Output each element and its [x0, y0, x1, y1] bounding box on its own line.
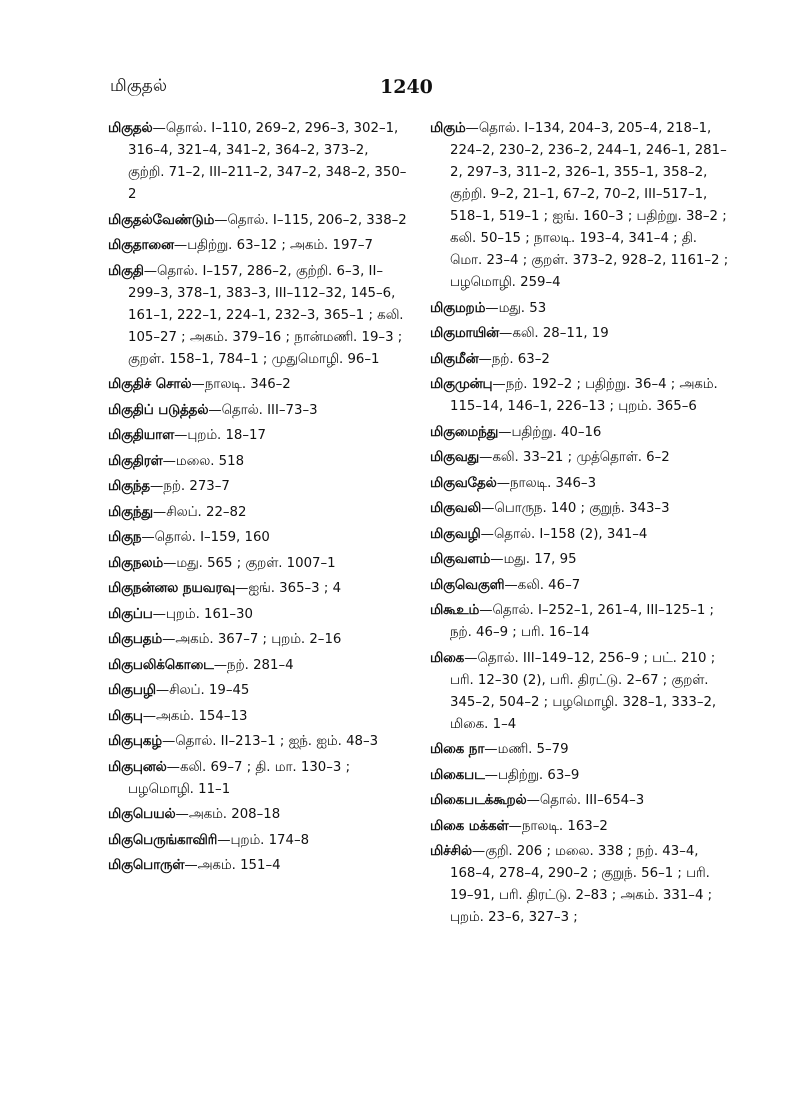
entry-references: —மணி. 5–79	[484, 742, 569, 757]
index-entry	[108, 425, 408, 447]
entry-references: —பொருந. 140 ; குறுந். 343–3	[481, 501, 670, 516]
index-entry	[430, 841, 730, 929]
index-entry	[108, 604, 408, 626]
entry-references: —நற். 63–2	[478, 351, 550, 367]
entry-references: —ஐங். 365–3 ; 4	[235, 581, 342, 596]
index-entry	[430, 349, 730, 371]
entry-references: —சிலப். 19–45	[155, 683, 250, 698]
index-entry	[430, 473, 730, 495]
entry-headword: மிகுபலிக்கொடை	[108, 657, 214, 673]
entry-headword: மிகுதல்வேண்டும்	[108, 212, 215, 228]
index-entry	[108, 210, 408, 232]
entry-references: —தொல். III–654–3	[526, 793, 645, 808]
entry-headword: மிகுதியாள	[108, 428, 175, 443]
index-entry	[108, 706, 408, 728]
index-entry	[430, 498, 730, 520]
entry-references: —புறம். 174–8	[217, 832, 310, 848]
index-entry	[430, 549, 730, 571]
right-column	[430, 118, 730, 933]
entry-references: —புறம். 18–17	[174, 428, 266, 443]
entry-references: —அகம். 154–13	[142, 708, 248, 724]
index-entry	[430, 447, 730, 469]
index-entry	[430, 816, 730, 838]
index-entry	[108, 527, 408, 549]
entry-references: —கலி. 28–11, 19	[499, 326, 609, 341]
index-entry	[108, 830, 408, 852]
entry-references: —தொல். I–252–1, 261–4, III–125–1 ; நற். 46–9 ; பரி. 16–14	[450, 603, 715, 640]
entry-references: —கலி. 33–21 ; முத்தொள். 6–2	[479, 450, 670, 465]
entry-headword: மிகுவதேல்	[430, 475, 497, 491]
entry-headword: மிகுவளம்	[430, 552, 491, 567]
index-entry	[108, 261, 408, 371]
entry-references: —அகம். 367–7 ; புறம். 2–16	[162, 632, 342, 647]
entry-references: —தொல். I–158 (2), 341–4	[480, 526, 648, 542]
entry-headword: மிகுந்து	[108, 504, 153, 520]
index-entry	[430, 298, 730, 320]
entry-references: —புறம். 161–30	[152, 606, 253, 622]
entry-headword: மிகுமைந்து	[430, 424, 499, 440]
index-entry	[430, 600, 730, 644]
entry-headword: மிகுநன்னல நயவரவு	[108, 581, 236, 596]
entry-headword: மிகுமீன்	[430, 351, 479, 367]
entry-headword: மிகுந்த	[108, 479, 151, 494]
entry-references: —கலி. 46–7	[504, 577, 581, 593]
entry-headword: மிகைபட	[430, 767, 485, 783]
entry-headword: மிகுவழி	[430, 526, 481, 542]
entry-references: —தொல். III–73–3	[208, 402, 318, 418]
entry-headword: மிகுதிரள்	[108, 453, 163, 469]
entry-headword: மிகுதானை	[108, 238, 174, 253]
entry-headword: மிகுவெகுளி	[430, 577, 505, 593]
entry-headword: மிகுவது	[430, 450, 480, 465]
entry-references: —கலி. 69–7 ; தி. மா. 130–3 ; பழமொழி. 11–1	[128, 759, 351, 797]
entry-headword: மிச்சில்	[430, 844, 472, 859]
index-entry	[108, 400, 408, 422]
entry-references: —தொல். I–115, 206–2, 338–2	[214, 212, 407, 228]
index-entry	[108, 804, 408, 826]
entry-references: —தொல். I–157, 286–2, குற்றி. 6–3, II–299–3, 378–1, 383–3, III–112–32, 145–6, 161–1, 222–1, 224–1, 232–3, 365–1 ; கலி. 105–27 ; அகம். 379–16 ; நான்மணி. 19–3 ; குறள். 158–1, 784–1 ; முதுமொழி. 96–1	[128, 263, 404, 367]
entry-references: —அகம். 151–4	[184, 858, 281, 873]
index-entry	[430, 739, 730, 761]
index-entry	[430, 790, 730, 812]
index-entry	[108, 757, 408, 801]
entry-headword: மிகை மக்கள்	[430, 818, 509, 834]
index-entry	[108, 502, 408, 524]
entry-headword: மிகுபு	[108, 708, 143, 724]
index-entry	[430, 765, 730, 787]
entry-references: —தொல். III–149–12, 256–9 ; பட். 210 ; பரி. 12–30 (2), பரி. திரட்டு. 2–67 ; குறள். 345–2, 504–2 ; பழமொழி. 328–1, 333–2, மிகை. 1–4	[450, 650, 717, 732]
index-entry	[430, 575, 730, 597]
index-entry	[108, 451, 408, 473]
index-entry	[108, 680, 408, 702]
page-number: 1240	[380, 76, 433, 98]
entry-headword: மிகுப்ப	[108, 606, 153, 622]
entry-headword: மிகுபெயல்	[108, 807, 176, 822]
entry-headword: மிகுமுன்பு	[430, 377, 493, 392]
entry-references: —நற். 273–7	[150, 479, 230, 494]
entry-headword: மிகுவலி	[430, 501, 482, 516]
entry-references: —நற். 281–4	[213, 657, 294, 673]
entry-references: —நற். 192–2 ; பதிற்று. 36–4 ; அகம். 115–14, 146–1, 226–13 ; புறம். 365–6	[450, 377, 718, 414]
entry-headword: மிகுமாயின்	[430, 326, 500, 341]
entry-references: —அகம். 208–18	[175, 807, 281, 822]
entry-references: —குறி. 206 ; மலை. 338 ; நற். 43–4, 168–4, 278–4, 290–2 ; குறுந். 56–1 ; பரி. 19–91, பரி. திரட்டு. 2–83 ; அகம். 331–4 ; புறம். 23–6, 327–3 ;	[450, 844, 713, 925]
entry-headword: மிகை நா	[430, 742, 485, 757]
index-entry	[108, 118, 408, 206]
entry-headword: மிகும்	[430, 121, 466, 136]
entry-references: —மது. 53	[485, 300, 547, 316]
entry-references: —மலை. 518	[162, 453, 245, 469]
entry-references: —மது. 17, 95	[490, 552, 577, 567]
index-entry	[108, 235, 408, 257]
index-entry	[108, 553, 408, 575]
index-entry	[108, 374, 408, 396]
entry-references: —தொல். II–213–1 ; ஐந். ஐம். 48–3	[161, 734, 379, 749]
index-entry	[430, 118, 730, 294]
left-column	[108, 118, 408, 881]
entry-headword: மிகுமறம்	[430, 300, 486, 316]
entry-headword: மிகுந	[108, 530, 142, 545]
entry-headword: மிகுபெருங்காவிரி	[108, 832, 218, 848]
entry-references: —சிலப். 22–82	[152, 504, 247, 520]
index-entry	[108, 476, 408, 498]
entry-headword: மிகுபுனல்	[108, 759, 167, 775]
entry-references: —நாலடி. 346–3	[496, 475, 597, 491]
entry-headword: மிகைபடக்கூறல்	[430, 793, 527, 808]
index-entry	[108, 855, 408, 877]
entry-references: —பதிற்று. 63–12 ; அகம். 197–7	[173, 238, 373, 253]
entry-headword: மிகுதிச் சொல்	[108, 377, 192, 392]
running-head: மிகுதல்	[110, 76, 167, 96]
entry-references: —தொல். I–110, 269–2, 296–3, 302–1, 316–4, 321–4, 341–2, 364–2, 373–2, குற்றி. 71–2, III–211–2, 347–2, 348–2, 350–2	[128, 121, 407, 202]
entry-references: —பதிற்று. 40–16	[498, 424, 602, 440]
index-entry	[108, 578, 408, 600]
index-entry	[108, 655, 408, 677]
entry-headword: மிகுபொருள்	[108, 858, 185, 873]
entry-headword: மிகுதிப் படுத்தல்	[108, 402, 209, 418]
entry-headword: மிகுநலம்	[108, 555, 164, 571]
entry-references: —பதிற்று. 63–9	[484, 767, 580, 783]
index-entry	[430, 648, 730, 736]
entry-references: —மது. 565 ; குறள். 1007–1	[163, 555, 336, 571]
entry-headword: மிகுபுகழ்	[108, 734, 162, 749]
index-entry	[430, 374, 730, 418]
entry-references: —நாலடி. 346–2	[191, 377, 291, 392]
entry-headword: மிகுதி	[108, 263, 144, 279]
entry-references: —நாலடி. 163–2	[508, 818, 608, 834]
index-entry	[430, 524, 730, 546]
entry-headword: மிகை	[430, 650, 465, 666]
index-entry	[430, 422, 730, 444]
index-entry	[430, 323, 730, 345]
entry-references: —தொல். I–134, 204–3, 205–4, 218–1, 224–2, 230–2, 236–2, 244–1, 246–1, 281–2, 297–3, 311–2, 326–1, 355–1, 358–2, குற்றி. 9–2, 21–1, 67–2, 70–2, III–517–1, 518–1, 519–1 ; ஐங். 160–3 ; பதிற்று. 38–2 ; கலி. 50–15 ; நாலடி. 193–4, 341–4 ; தி. மொ. 23–4 ; குறள். 373–2, 928–2, 1161–2 ; பழமொழி. 259–4	[450, 121, 729, 290]
entry-headword: மிகுபழி	[108, 683, 156, 698]
entry-headword: மிகூஉம்	[430, 603, 480, 618]
index-entry	[108, 731, 408, 753]
entry-headword: மிகுதல்	[108, 121, 153, 136]
index-entry	[108, 629, 408, 651]
entry-headword: மிகுபதம்	[108, 632, 163, 647]
entry-references: —தொல். I–159, 160	[141, 530, 270, 545]
